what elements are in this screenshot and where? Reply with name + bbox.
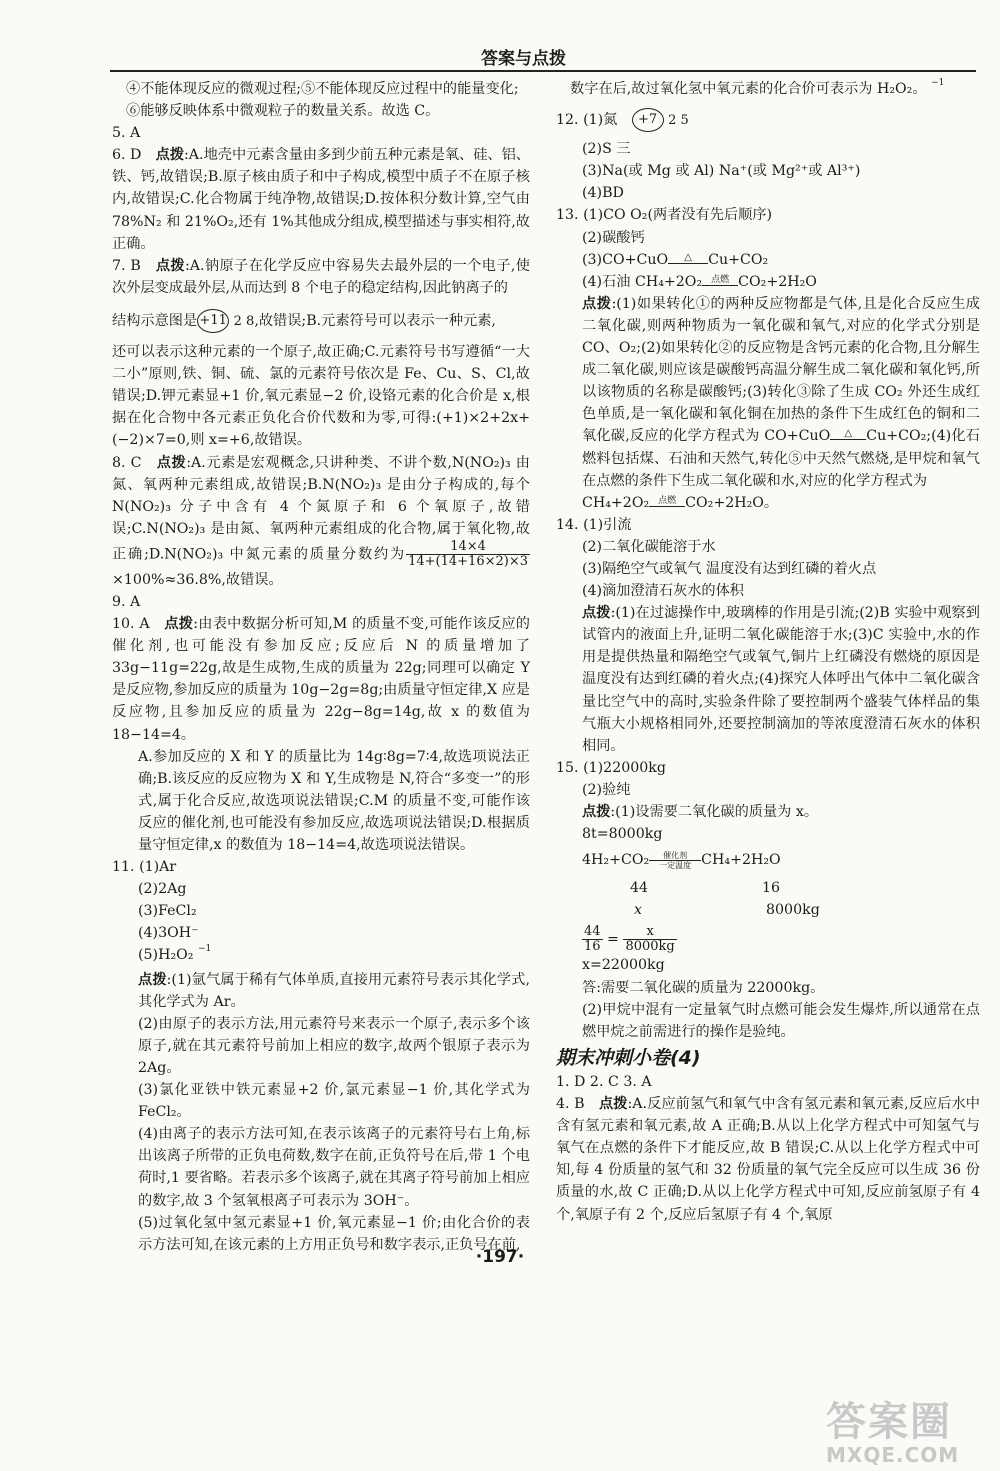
valence-mark: −1 [931, 78, 945, 88]
answer-label: 10. A [112, 616, 150, 633]
text-fragment: 4H₂+CO₂ [582, 852, 650, 869]
answer-15-1: 15. (1)22000kg [556, 759, 666, 776]
tip-text: :(1)设需要二氧化碳的质量为 x。 [610, 804, 819, 820]
answer-9: 9. A [112, 593, 141, 610]
fraction [582, 925, 603, 954]
left-column [112, 78, 530, 1256]
tip-text: :(1)如果转化①的两种反应物都是气体,且是化合反应生成二氧化碳,则两种物质为一氧化碳和氧气,对应的化学式分别是 CO、O₂;(2)如果转化②的反应物是含钙元素的化合物,且分解生成二氧化碳,则应该是碳酸钙高温分解生成二氧化碳和氧化钙,所以该物质的名称是碳酸钙;(3)转化③除了生成 CO₂ 外还生成红色单质,是一氧化碳和氧化铜在加热的条件下生成红色的铜和二氧化碳,反应的化学方程式为 CO+CuO [582, 295, 980, 445]
answer-5: 5. A [112, 125, 141, 142]
electron-shells: 2 8 [233, 313, 255, 329]
mass-value: 44 [630, 880, 649, 897]
answer-11-2: (2)2Ag [138, 881, 187, 898]
text-fragment: CO₂+2H₂O。 [685, 494, 779, 511]
condition: △ [830, 429, 866, 440]
tip-paragraph: (3)氯化亚铁中铁元素显+2 价,氯元素显−1 价,其化学式为 FeCl₂。 [138, 1082, 530, 1121]
denominator: 8000kg [625, 939, 675, 955]
section-title: 期末冲刺小卷(4) [556, 1046, 701, 1069]
answer-label: 6. D [112, 147, 142, 164]
tip-text: :A.地壳中元素含量由多到少前五种元素是氧、硅、铝、铁、钙,故错误;B.原子核由质子和中子构成,模型中质子不在原子核内,故错误;C.化合物属于纯净物,故错误;D.按体积分数计算,空气由 78%N₂ 和 21%O₂,还有 1%其他成分组成,模型描述与事实相符,故正确。 [112, 147, 530, 252]
text-fragment: ×100%≈36.8%,故错误。 [112, 571, 283, 588]
calc-line: 答:需要二氧化碳的质量为 22000kg。 [582, 979, 825, 996]
tip-label: 点拨 [138, 971, 167, 988]
tip-text: :A.反应前氢气和氧气中含有氢元素和氧元素,反应后水中含有氢元素和氧元素,故 A 正确;B.从以上化学方程式中可知氢气与氧气在点燃的条件下才能反应,故 B 错误;C.从以上化学方程式中可知,每 4 份质量的氢气和 32 份质量的氧气完全反应可以生成 36 份质量的水,故 C 正确;D.从以上化学方程式中可知,反应前氢原子有 4 个,氧原子有 2 个,反应后氢原子有 4 个,氧原 [556, 1096, 980, 1223]
mass-value: 16 [762, 880, 781, 897]
answer-12-4: (4)BD [582, 185, 624, 202]
tip-text: :(1)氩气属于稀有气体单质,直接用元素符号表示其化学式,其化学式为 Ar。 [138, 971, 530, 1010]
tip-paragraph: (2)甲烷中混有一定量氧气时点燃可能会发生爆炸,所以通常在点燃甲烷之前需进行的操作是验纯。 [582, 1001, 980, 1040]
equation [556, 271, 980, 293]
answer-15-2: (2)验纯 [582, 781, 631, 798]
unknown: x [634, 902, 643, 919]
equation [556, 249, 980, 271]
text-fragment: Cu+CO₂ [708, 251, 769, 268]
answer-8 [112, 452, 530, 591]
calc-line: x=22000kg [582, 957, 665, 974]
tip-label: 点拨 [582, 804, 611, 820]
text-fragment: 数字在后,故过氧化氢中氧元素的化合价可表示为 H₂O₂。 [570, 81, 927, 97]
equation [570, 849, 980, 871]
text-fragment: CH₄+2H₂O [701, 852, 781, 869]
text-fragment: 12. (1)氮 [556, 112, 618, 129]
answer-14-1: 14. (1)引流 [556, 516, 632, 533]
numerator: 14×4 [406, 540, 530, 555]
calculation [556, 823, 980, 999]
text-fragment: ,故错误;B.元素符号可以表示一种元素, [254, 312, 496, 329]
tip-paragraph: (5)过氧化氢中氢元素显+1 价,氧元素显−1 价;由化合价的表示方法可知,在该元素的上方用正负号和数字表示,正负号在前, [138, 1214, 530, 1253]
answer-14-4: (4)滴加澄清石灰水的体积 [582, 583, 744, 600]
tip-label: 点拨 [582, 605, 611, 622]
tip-label: 点拨 [582, 295, 612, 312]
tip-label: 点拨 [156, 454, 187, 471]
answer-12-1 [556, 108, 980, 132]
tip-label: 点拨 [155, 257, 185, 274]
calc-line [570, 899, 980, 921]
tip-text: :A.元素是宏观概念,只讲种类、不讲个数,N(NO₂)₃ 由氮、氧两种元素组成,故错误;B.N(NO₂)₃ 是由分子构成的,每个 N(NO₂)₃ 分子中含有 4 个氮原子和 6 个氧原子,故错误;C.N(NO₂)₃ 是由氮、氧两种元素组成的化合物,属于氧化物,故正确;D.N(NO₂)₃ 中氮元素的质量分数约为 [112, 454, 530, 563]
text-fragment: (5)H₂O₂ [138, 947, 194, 964]
right-column [556, 78, 980, 1226]
numerator: x [623, 925, 676, 940]
tip-paragraph: (2)由原子的表示方法,用元素符号来表示一个原子,表示多个该原子,就在其元素符号前加上相应的数字,故两个银原子表示为 2Ag。 [138, 1015, 530, 1076]
answer-12-3: (3)Na(或 Mg 或 Al) Na⁺(或 Mg²⁺或 Al³⁺) [582, 163, 861, 180]
condition-bottom: 一定温度 [659, 860, 692, 870]
answer-11-1: 11. (1)Ar [112, 859, 177, 876]
equation [556, 492, 980, 514]
text-block: A.参加反应的 X 和 Y 的质量比为 14g∶8g=7∶4,故选项说法正确;B.该反应的反应物为 X 和 Y,生成物是 N,符合“多变一”的形式,属于化合反应,故选项说法错误;C.M 的质量不变,可能作该反应的催化剂,也可能没有参加反应,故选项说法错误;D.根据质量守恒定律,x 的数值为 18−14=4,故选项说法错误。 [138, 748, 530, 853]
denominator: 16 [584, 939, 601, 955]
answer-13-2: (2)碳酸钙 [582, 229, 645, 246]
tip-label: 点拨 [155, 147, 185, 164]
answer-11-4: (4)3OH⁻ [138, 925, 199, 942]
answer-10 [112, 613, 530, 746]
mass-value: 8000kg [766, 902, 820, 919]
tip-paragraph [556, 602, 980, 757]
watermark-text: 答案圈 [826, 1399, 952, 1445]
calc-line: 8t=8000kg [582, 826, 663, 843]
answer-7 [112, 255, 530, 299]
tip-paragraph [556, 801, 980, 823]
tip-paragraph [556, 293, 980, 492]
answer-6 [112, 144, 530, 254]
text-line: ⑥能够反映体系中微观粒子的数量关系。故选 C。 [126, 103, 440, 120]
condition: 点燃 [649, 496, 685, 507]
page-header [110, 44, 976, 72]
answer-4 [556, 1093, 980, 1226]
answer-14-2: (2)二氧化碳能溶于水 [582, 538, 716, 555]
tip-text: :(1)在过滤操作中,玻璃棒的作用是引流;(2)B 实验中观察到试管内的液面上升,证明二氧化碳能溶于水;(3)C 实验中,水的作用是提供热量和隔绝空气或氧气,铜片上红磷没有燃烧的原因是温度没有达到红磷的着火点;(4)探究人体呼出气体中二氧化碳含量比空气中的高时,实验条件除了要控制两个盛装气体样品的集气瓶大小规格相同外,还要控制滴加的等浓度澄清石灰水的体积相同。 [582, 605, 980, 754]
atom-diagram: +11 [197, 309, 229, 333]
tip-label: 点拨 [598, 1096, 628, 1113]
answer-11-5 [112, 944, 530, 968]
atom-diagram: +7 [632, 108, 664, 132]
answer-14-3: (3)隔绝空气或氧气 温度没有达到红磷的着火点 [582, 560, 877, 577]
condition: △ [668, 253, 708, 264]
calc-line [570, 877, 980, 899]
electron-shells: 2 5 [668, 113, 689, 129]
text-fragment: CH₄+2O₂ [582, 494, 650, 511]
condition-top: 催化剂 [649, 851, 701, 861]
fraction [623, 925, 676, 954]
condition [649, 851, 701, 870]
header-title: 答案与点拨 [481, 49, 566, 69]
watermark-url: MXQE.COM [826, 1443, 960, 1467]
answer-12-2: (2)S 三 [582, 141, 631, 158]
condition: 点燃 [702, 275, 738, 286]
text-line [112, 309, 530, 333]
text-fragment: 结构示意图是 [112, 312, 198, 329]
watermark-logo [826, 1400, 996, 1466]
tip-label: 点拨 [164, 616, 194, 633]
numerator: 44 [584, 924, 601, 940]
tip-paragraph: (4)由离子的表示方法可知,在表示该离子的元素符号右上角,标出该离子所带的正负电荷数,数字在前,正负符号在后,带 1 个电荷时,1 要省略。若表示多个该离子,就在其离子符号前加上相应的数字,故 3 个氢氧根离子可表示为 3OH⁻。 [138, 1126, 530, 1209]
text-fragment: (3)CO+CuO [582, 251, 669, 268]
answer-11-3: (3)FeCl₂ [138, 903, 197, 920]
text-fragment: (4)石油 CH₄+2O₂ [582, 273, 703, 290]
text-block: 还可以表示这种元素的一个原子,故正确;C.元素符号书写遵循“一大二小”原则,铁、铜、硫、氯的元素符号依次是 Fe、Cu、S、Cl,故错误;D.钾元素显+1 价,氧元素显−2 价,设铬元素的化合价是 x,根据在化合物中各元素正负化合价代数和为零,可得:(+1)×2+2x+(−2)×7=0,则 x=+6,故错误。 [112, 344, 530, 449]
answers-1-3: 1. D 2. C 3. A [556, 1073, 652, 1090]
tip-text: Cu+CO₂;(4)化石燃料包括煤、石油和天然气,转化⑤中天然气燃烧,是甲烷和氧气在点燃的条件下生成二氧化碳和水,对应的化学方程式为 [582, 428, 980, 489]
tip-text: :由表中数据分析可知,M 的质量不变,可能作该反应的催化剂,也可能没有参加反应;反应后 N 的质量增加了 33g−11g=22g,故是生成物,生成的质量为 22g;同理可以确定 Y 是反应物,参加反应的质量为 10g−2g=8g;由质量守恒定律,X 应是反应物,且参加反应的质量为 22g−8g=14g,故 x 的数值为 18−14=4。 [112, 616, 530, 743]
valence-mark: −1 [198, 944, 212, 955]
tip-paragraph [112, 969, 530, 1013]
proportion: $\frac{44}{16}$ = $\frac{x}{8000kg}$ [584, 924, 675, 955]
answer-label: 4. B [556, 1096, 585, 1113]
text-line [556, 78, 980, 102]
text-fragment: CO₂+2H₂O [738, 273, 817, 290]
fraction [406, 540, 530, 569]
answer-label: 7. B [112, 257, 141, 274]
tip-text: :A.钠原子在化学反应中容易失去最外层的一个电子,使次外层变成最外层,从而达到 8 个电子的稳定结构,因此钠离子的 [112, 257, 530, 296]
page-number: ·197· [475, 1247, 525, 1267]
answer-13-1: 13. (1)CO O₂(两者没有先后顺序) [556, 207, 773, 224]
denominator: 14+(14+16×2)×3 [408, 553, 528, 569]
answer-label: 8. C [112, 454, 142, 471]
text-line: ④不能体现反应的微观过程;⑤不能体现反应过程中的能量变化; [126, 81, 519, 97]
